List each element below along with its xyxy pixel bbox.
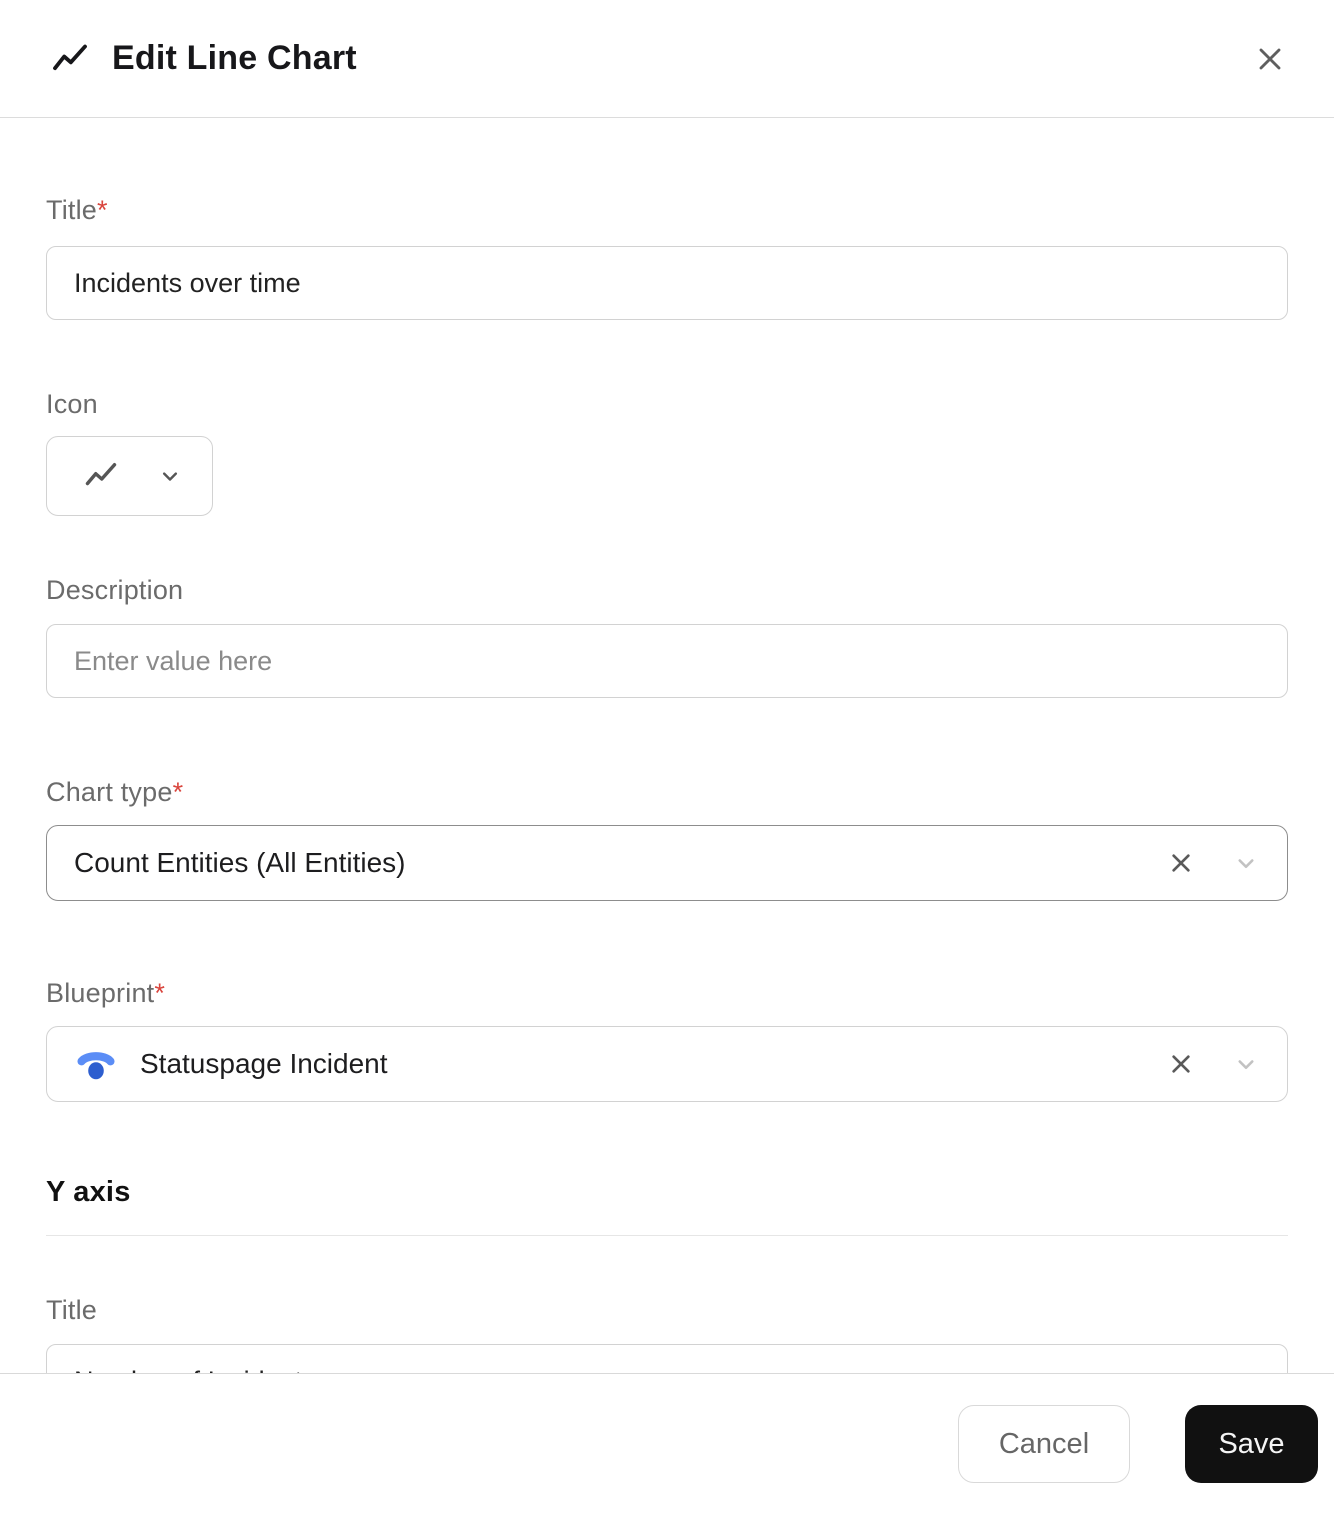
required-asterisk: * [97, 195, 108, 225]
description-field-wrap [46, 624, 1288, 698]
select-actions [1161, 1044, 1265, 1084]
description-field-label [46, 574, 1288, 606]
dialog-title: Edit Line Chart [112, 39, 357, 77]
blueprint-label-text: Blueprint [46, 978, 155, 1008]
y-axis-title-field-label [46, 1294, 1288, 1326]
chart-type-selected-value: Count Entities (All Entities) [74, 847, 406, 878]
save-button[interactable]: Save [1185, 1405, 1318, 1483]
icon-picker-button[interactable] [46, 436, 213, 516]
chart-type-field-wrap [46, 825, 1288, 901]
chart-type-field-label [46, 776, 1288, 808]
chart-type-select[interactable] [46, 825, 1288, 901]
title-input[interactable] [46, 246, 1288, 320]
y-axis-section-title: Y axis [46, 1176, 131, 1208]
section-divider [46, 1235, 1288, 1236]
chevron-down-icon [156, 462, 184, 490]
chart-type-label-text: Chart type [46, 777, 173, 807]
required-asterisk: * [172, 777, 184, 807]
icon-field-wrap [46, 436, 1288, 516]
description-input[interactable] [46, 624, 1288, 698]
description-label-text: Description [46, 575, 184, 605]
y-axis-title-label-text: Title [46, 1295, 98, 1325]
statuspage-icon [74, 1045, 118, 1083]
y-axis-title-field-wrap [46, 1344, 1288, 1373]
dialog-header [0, 0, 1334, 118]
line-chart-icon [50, 39, 90, 79]
title-field-wrap [46, 246, 1288, 320]
dialog-body [0, 118, 1334, 1373]
title-field-label [46, 194, 1288, 226]
line-chart-icon [83, 458, 119, 494]
chevron-down-icon[interactable] [1227, 844, 1265, 882]
icon-label-text: Icon [46, 389, 98, 419]
blueprint-selected-value: Statuspage Incident [140, 1048, 388, 1079]
blueprint-field-wrap [46, 1026, 1288, 1102]
clear-icon[interactable] [1161, 1044, 1201, 1084]
icon-field-label [46, 388, 1288, 420]
required-asterisk: * [154, 978, 166, 1008]
close-icon[interactable] [1242, 31, 1298, 87]
title-label-text: Title [46, 195, 98, 225]
y-axis-title-input[interactable] [46, 1344, 1288, 1373]
clear-icon[interactable] [1161, 843, 1201, 883]
blueprint-select[interactable] [46, 1026, 1288, 1102]
cancel-button[interactable]: Cancel [958, 1405, 1130, 1483]
select-actions [1161, 843, 1265, 883]
chevron-down-icon[interactable] [1227, 1045, 1265, 1083]
blueprint-field-label [46, 977, 1288, 1009]
dialog-footer [0, 1373, 1334, 1514]
